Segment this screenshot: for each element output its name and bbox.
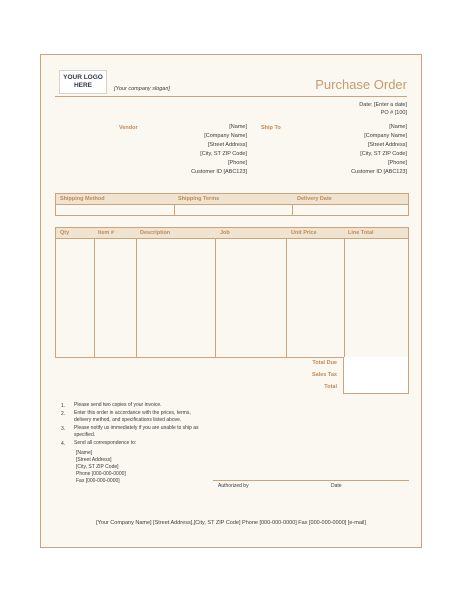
unit-price-header: Unit Price [291, 230, 317, 236]
total-due-label: Total Due [312, 360, 337, 366]
vendor-company[interactable]: [Company Name] [204, 133, 247, 139]
shipping-method-header: Shipping Method [60, 196, 105, 202]
ship-to-street[interactable]: [Street Address] [367, 142, 407, 148]
header-divider [55, 96, 407, 97]
vendor-label: Vendor [119, 125, 138, 131]
shipping-method-cell[interactable] [56, 205, 174, 215]
purchase-order-page [40, 54, 422, 548]
po-number[interactable]: PO # [100] [380, 110, 407, 116]
line-total-header: Line Total [348, 230, 374, 236]
address-city[interactable]: [City, ST ZIP Code] [76, 464, 119, 470]
item-number-header: Item # [98, 230, 114, 236]
ship-to-block [351, 123, 407, 177]
note-4-number: 4. [61, 441, 66, 447]
order-date[interactable]: Date: [Enter a date] [359, 102, 407, 108]
shipping-table [55, 193, 409, 216]
line-items-header [56, 228, 408, 239]
note-3 [74, 425, 199, 439]
note-2-number: 2. [61, 411, 66, 417]
sales-tax-label: Sales Tax [312, 372, 337, 378]
note-4: Send all correspondence to: [74, 440, 137, 446]
vendor-phone[interactable]: [Phone] [228, 160, 247, 166]
job-header: Job [220, 230, 230, 236]
authorized-by-field[interactable] [213, 469, 323, 480]
shipping-table-header [56, 194, 408, 205]
signature-line [213, 480, 409, 481]
ship-to-company[interactable]: [Company Name] [364, 133, 407, 139]
document-title[interactable]: Purchase Order [315, 77, 407, 92]
address-phone[interactable]: Phone [000-000-0000] [76, 471, 126, 477]
total-value[interactable] [343, 381, 409, 394]
shipping-terms-header: Shipping Terms [178, 196, 220, 202]
address-fax[interactable]: Fax [000-000-0000] [76, 478, 120, 484]
signature-date-field[interactable] [327, 469, 409, 480]
vendor-city[interactable]: [City, ST ZIP Code] [200, 151, 247, 157]
ship-to-label: Ship To [261, 125, 281, 131]
note-3-line-2: specified. [74, 432, 96, 438]
correspondence-address [76, 450, 126, 485]
logo-line-1: YOUR LOGO [63, 74, 103, 81]
note-1-number: 1. [61, 403, 66, 409]
delivery-date-header: Delivery Date [297, 196, 332, 202]
company-footer[interactable]: [Your Company Name] [Street Address],[City, ST ZIP Code] Phone [000-000-0000] Fax [000-000-0000] [e-mail] [96, 520, 366, 526]
line-items-body[interactable] [56, 239, 408, 357]
vendor-block [191, 123, 247, 177]
company-logo[interactable] [59, 70, 107, 94]
ship-to-city[interactable]: [City, ST ZIP Code] [360, 151, 407, 157]
company-slogan[interactable]: [Your company slogan] [114, 86, 170, 92]
note-2-line-2: delivery method, and specifications listed above. [74, 417, 182, 423]
signature-date-label: Date [331, 483, 342, 489]
delivery-date-cell[interactable] [293, 205, 408, 215]
note-3-line-1: Please notify us immediately if you are unable to ship as [74, 425, 199, 431]
qty-header: Qty [60, 230, 70, 236]
ship-to-phone[interactable]: [Phone] [388, 160, 407, 166]
address-street[interactable]: [Street Address] [76, 457, 112, 463]
vendor-customer-id[interactable]: Customer ID [ABC123] [191, 169, 247, 175]
shipping-terms-cell[interactable] [175, 205, 292, 215]
ship-to-name[interactable]: [Name] [389, 124, 407, 130]
note-2-line-1: Enter this order in accordance with the prices, terms, [74, 410, 191, 416]
total-label: Total [324, 384, 337, 390]
note-2 [74, 410, 191, 424]
line-items-table [55, 227, 409, 358]
vendor-street[interactable]: [Street Address] [207, 142, 247, 148]
ship-to-customer-id[interactable]: Customer ID [ABC123] [351, 169, 407, 175]
vendor-name[interactable]: [Name] [229, 124, 247, 130]
description-header: Description [140, 230, 171, 236]
address-name[interactable]: [Name] [76, 450, 93, 456]
logo-line-2: HERE [73, 82, 93, 89]
note-1: Please send two copies of your invoice. [74, 402, 162, 408]
note-3-number: 3. [61, 426, 66, 432]
authorized-by-label: Authorized by [218, 483, 249, 489]
